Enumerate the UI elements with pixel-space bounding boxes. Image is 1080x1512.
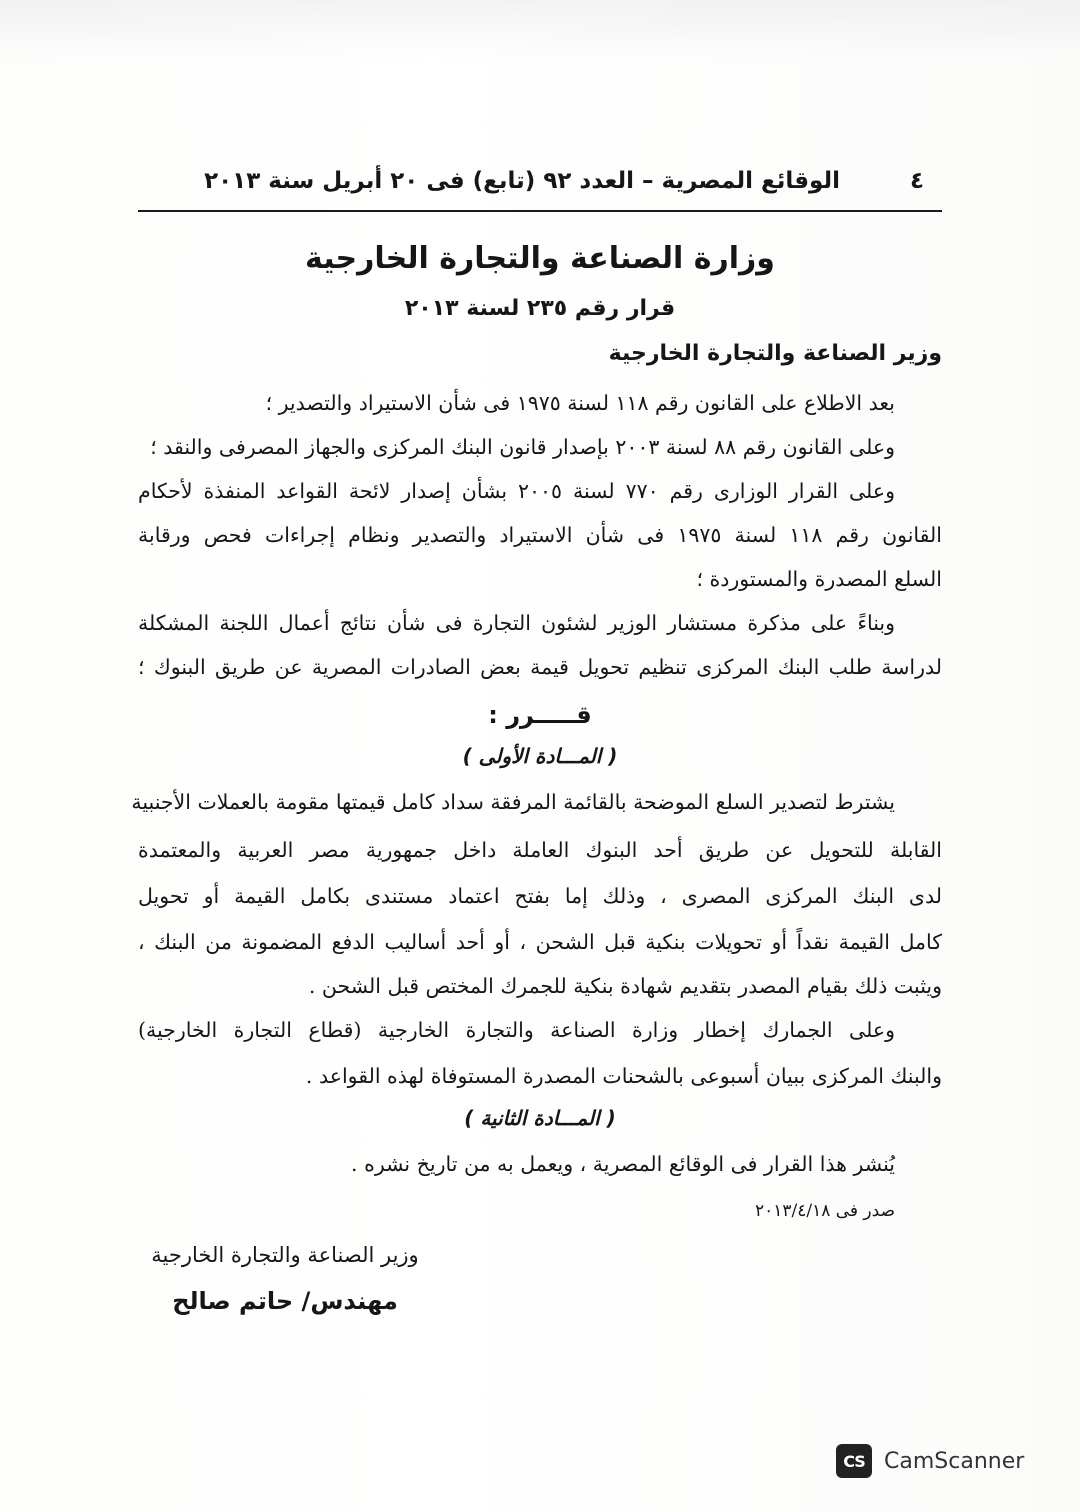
- signatory-title: وزير الصناعة والتجارة الخارجية: [151, 1243, 419, 1267]
- decided-heading: قـــــرر :: [488, 701, 592, 729]
- page-number: ٤: [909, 168, 924, 194]
- preamble-line: السلع المصدرة والمستوردة ؛: [696, 567, 942, 591]
- issued-date: صدر فى ٢٠١٣/٤/١٨: [754, 1201, 895, 1221]
- article-2-line: يُنشر هذا القرار فى الوقائع المصرية ، ويعمل به من تاريخ نشره .: [351, 1152, 895, 1176]
- preamble-line: بعد الاطلاع على القانون رقم ١١٨ لسنة ١٩٧٥ فى شأن الاستيراد والتصدير ؛: [265, 391, 895, 415]
- article-1-heading: ( المـــادة الأولى ): [462, 744, 618, 768]
- article-1-line: القابلة للتحويل عن طريق أحد البنوك العاملة داخل جمهورية مصر العربية والمعتمدة: [138, 838, 942, 862]
- article-1-line: وعلى الجمارك إخطار وزارة الصناعة والتجارة الخارجية (قطاع التجارة الخارجية): [138, 1018, 895, 1042]
- preamble-line: وبناءً على مذكرة مستشار الوزير لشئون التجارة فى شأن نتائج أعمال اللجنة المشكلة: [138, 611, 895, 635]
- decree-title: قرار رقم ٢٣٥ لسنة ٢٠١٣: [404, 296, 676, 321]
- header-rule: [138, 210, 942, 212]
- issuer-line: وزير الصناعة والتجارة الخارجية: [608, 341, 942, 366]
- preamble-line: لدراسة طلب البنك المركزى تنظيم تحويل قيمة بعض الصادرات المصرية عن طريق البنوك ؛: [138, 655, 942, 679]
- gazette-issue-line: الوقائع المصرية – العدد ٩٢ (تابع) فى ٢٠ أبريل سنة ٢٠١٣: [204, 168, 840, 194]
- preamble-line: وعلى القرار الوزارى رقم ٧٧٠ لسنة ٢٠٠٥ بشأن إصدار لائحة القواعد المنفذة لأحكام: [138, 479, 895, 503]
- camscanner-watermark: [836, 1443, 1024, 1479]
- article-1-line: لدى البنك المركزى المصرى ، وذلك إما بفتح اعتماد مستندى بكامل القيمة أو تحويل: [138, 884, 942, 908]
- ministry-title: وزارة الصناعة والتجارة الخارجية: [305, 241, 775, 276]
- article-2-heading: ( المـــادة الثانية ): [464, 1106, 616, 1130]
- scan-edge-shadow: [0, 0, 1080, 60]
- article-1-line: ويثبت ذلك بقيام المصدر بتقديم شهادة بنكية للجمرك المختص قبل الشحن .: [308, 974, 942, 998]
- camscanner-label: CamScanner: [884, 1448, 1025, 1474]
- preamble-line: القانون رقم ١١٨ لسنة ١٩٧٥ فى شأن الاستيراد والتصدير ونظام إجراءات فحص ورقابة: [138, 523, 942, 547]
- preamble-line: وعلى القانون رقم ٨٨ لسنة ٢٠٠٣ بإصدار قانون البنك المركزى والجهاز المصرفى والنقد ؛: [150, 435, 895, 459]
- article-1-line: والبنك المركزى ببيان أسبوعى بالشحنات المصدرة المستوفاة لهذه القواعد .: [305, 1064, 942, 1088]
- signatory-name: مهندس/ حاتم صالح: [172, 1287, 398, 1315]
- camscanner-logo-icon: CS: [836, 1444, 872, 1478]
- article-1-line: كامل القيمة نقداً أو تحويلات بنكية قبل الشحن ، أو أحد أساليب الدفع المضمونة من البنك ،: [138, 930, 942, 954]
- article-1-line: يشترط لتصدير السلع الموضحة بالقائمة المرفقة سداد كامل قيمتها مقومة بالعملات الأجنبية: [131, 790, 895, 814]
- gazette-header: [138, 168, 942, 204]
